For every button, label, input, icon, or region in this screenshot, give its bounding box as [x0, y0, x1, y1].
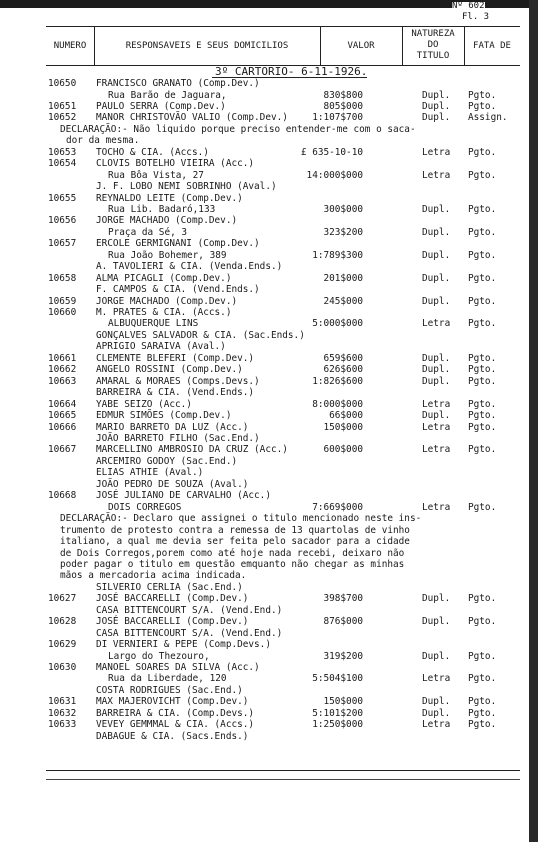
entry-status: Pgto. [468, 295, 497, 307]
entry-nature: Dupl. [422, 89, 451, 101]
entry-value: 1:789$300 [312, 249, 363, 261]
entry-nature: Dupl. [422, 249, 451, 261]
entry-value: 8:000$000 [312, 398, 363, 410]
entry-value: 323$200 [323, 226, 363, 238]
entry-line [0, 181, 529, 192]
header-natureza-1: NATUREZA [411, 29, 455, 39]
entry-text: M. PRATES & CIA. (Accs.) [96, 307, 232, 318]
entry-line [0, 422, 529, 433]
entry-text: VEVEY GEMMMAL & CIA. (Accs.) [96, 719, 255, 731]
entry-value: 805$000 [323, 100, 363, 112]
folio-number: Fl. 3 [462, 12, 490, 22]
entry-text: PAULO SERRA (Comp.Dev.) [96, 100, 226, 112]
entry-text: DECLARAÇÃO:- Declaro que assignei o titulo mencionado neste ins- [60, 513, 422, 525]
entry-text: JORGE MACHADO (Comp.Dev.) [96, 215, 238, 227]
entry-text: TOCHO & CIA. (Accs.) [96, 146, 209, 158]
entry-value: 201$000 [323, 272, 363, 284]
entry-line [0, 204, 529, 215]
entry-text: A. TAVOLIERI & CIA. (Venda.Ends.) [96, 261, 283, 273]
entry-line [0, 261, 529, 272]
entry-number: 10660 [48, 307, 77, 318]
entry-status: Pgto. [468, 100, 497, 112]
entry-nature: Dupl. [422, 295, 451, 307]
entry-nature: Letra [422, 673, 451, 685]
entry-line [0, 685, 529, 696]
entry-line [0, 307, 529, 318]
entry-line [0, 570, 529, 581]
entry-text: CASA BITTENCOURT S/A. (Vend.End.) [96, 604, 283, 616]
entry-line [0, 410, 529, 421]
entry-status: Pgto. [468, 89, 497, 101]
entry-value: 5:000$000 [312, 318, 363, 330]
entry-line [0, 616, 529, 627]
entry-line [0, 673, 529, 684]
entry-line [0, 479, 529, 490]
entry-line [0, 628, 529, 639]
header-numero: NUMERO [53, 41, 87, 51]
entry-nature: Letra [422, 398, 451, 410]
entry-number: 10663 [48, 375, 77, 387]
entry-number: 10631 [48, 696, 77, 708]
entry-number: 10662 [48, 364, 77, 376]
entry-line [0, 467, 529, 478]
entry-status: Pgto. [468, 318, 497, 330]
entry-value: 1:826$600 [312, 375, 363, 387]
entry-value: 1:107$700 [312, 112, 363, 124]
entry-line [0, 456, 529, 467]
entry-text: MARIO BARRETO DA LUZ (Acc.) [96, 421, 249, 433]
entry-value: 319$200 [323, 650, 363, 662]
entry-nature: Letra [422, 169, 451, 181]
entry-nature: Dupl. [422, 364, 451, 376]
entry-line [0, 273, 529, 284]
entry-nature: Letra [422, 318, 451, 330]
entry-nature: Dupl. [422, 375, 451, 387]
entry-value: 14:000$000 [306, 169, 363, 181]
entry-text: ELIAS ATHIE (Aval.) [96, 467, 204, 479]
entry-value: 626$600 [323, 364, 363, 376]
entry-number: 10668 [48, 490, 77, 502]
entry-number: 10656 [48, 215, 77, 227]
entry-text: italiano, a qual me devia ser feita pelo sacador para a cidade [60, 536, 410, 547]
entry-line [0, 559, 529, 570]
entry-text: APRIGIO SARAIVA (Aval.) [96, 341, 226, 353]
entry-text: EDMUR SIMÕES (Comp.Dev.) [96, 410, 232, 421]
entry-line [0, 376, 529, 387]
entry-nature: Letra [422, 719, 451, 731]
entry-value: 245$000 [323, 295, 363, 307]
entry-nature: Dupl. [422, 707, 451, 719]
entry-line [0, 147, 529, 158]
entry-text: mãos a mercadoria acima indicada. [60, 570, 247, 582]
entry-value: 398$700 [323, 593, 363, 605]
entry-text: JORGE MACHADO (Comp.Dev.) [96, 295, 238, 307]
entry-nature: Dupl. [422, 112, 451, 124]
header-fata: FATA DE [473, 41, 511, 51]
entry-line [0, 364, 529, 375]
entry-line [0, 215, 529, 226]
entry-line [0, 513, 529, 524]
entry-text: SILVERIO CERLIA (Sac.End.) [96, 581, 243, 593]
header-responsaveis: RESPONSAVEIS E SEUS DOMICILIOS [125, 41, 289, 51]
entry-text: DABAGUE & CIA. (Sacs.Ends.) [96, 730, 249, 742]
entry-text: ERCOLE GERMIGNANI (Comp.Dev.) [96, 238, 260, 250]
entry-line [0, 238, 529, 249]
entry-number: 10667 [48, 444, 77, 456]
entry-number: 10629 [48, 639, 77, 650]
entry-text: BARREIRA & CIA. (Comp.Devs.) [96, 707, 255, 719]
entry-status: Pgto. [468, 707, 497, 719]
entry-text: ARCEMIRO GODOY (Sac.End.) [96, 455, 238, 467]
entry-line [0, 284, 529, 295]
entry-line [0, 548, 529, 559]
entry-number: 10665 [48, 410, 77, 421]
entry-status: Pgto. [468, 719, 497, 731]
entry-line [0, 101, 529, 112]
entry-status: Pgto. [468, 650, 497, 662]
cartorio-date: 3º CARTORIO- 6-11-1926. [215, 65, 368, 78]
entry-line [0, 525, 529, 536]
entry-nature: Letra [422, 421, 451, 433]
entry-nature: Dupl. [422, 650, 451, 662]
entry-line [0, 227, 529, 238]
entry-line [0, 651, 529, 662]
entry-nature: Dupl. [422, 616, 451, 628]
entry-number: 10655 [48, 192, 77, 204]
entry-number: 10659 [48, 295, 77, 307]
page-number: Nº 602 [452, 1, 485, 11]
entry-line [0, 135, 529, 146]
entry-status: Pgto. [468, 444, 497, 456]
entry-nature: Dupl. [422, 203, 451, 215]
entry-status: Pgto. [468, 364, 497, 376]
entry-text: J. F. LOBO NEMI SOBRINHO (Aval.) [96, 181, 277, 193]
entry-status: Pgto. [468, 249, 497, 261]
entry-number: 10627 [48, 593, 77, 605]
entry-text: Rua Barão de Jaguara, [108, 89, 227, 101]
entry-status: Pgto. [468, 593, 497, 605]
entry-text: CASA BITTENCOURT S/A. (Vend.End.) [96, 627, 283, 639]
entry-text: COSTA RODRIGUES (Sac.End.) [96, 684, 243, 696]
entry-line [0, 433, 529, 444]
entry-nature: Letra [422, 501, 451, 513]
entry-text: F. CAMPOS & CIA. (Vend.Ends.) [96, 284, 260, 296]
entry-nature: Dupl. [422, 226, 451, 238]
entry-text: JOÃO BARRETO FILHO (Sac.End.) [96, 432, 260, 444]
entry-text: DI VERNIERI & PEPE (Comp.Devs.) [96, 639, 271, 650]
entry-number: 10657 [48, 238, 77, 250]
entry-value: 5:101$200 [312, 707, 363, 719]
entry-status: Pgto. [468, 398, 497, 410]
entry-text: Rua Lib. Badaró,133 [108, 203, 216, 215]
entry-text: JOÃO PEDRO DE SOUZA (Aval.) [96, 478, 249, 490]
entry-text: MANOEL SOARES DA SILVA (Acc.) [96, 661, 260, 673]
footer-rule-thin [46, 779, 520, 780]
entry-number: 10654 [48, 158, 77, 170]
entry-line [0, 731, 529, 742]
entry-line [0, 582, 529, 593]
entry-status: Pgto. [468, 146, 497, 158]
entry-text: AMARAL & MORAES (Comps.Devs.) [96, 375, 260, 387]
entry-number: 10661 [48, 352, 77, 364]
entry-line [0, 708, 529, 719]
entry-status: Pgto. [468, 375, 497, 387]
entry-status: Pgto. [468, 410, 497, 421]
entry-status: Pgto. [468, 673, 497, 685]
entry-status: Assign. [468, 112, 508, 124]
column-header [46, 26, 520, 66]
entry-text: ANGELO ROSSINI (Comp.Dev.) [96, 364, 243, 376]
entry-status: Pgto. [468, 352, 497, 364]
entry-value: 7:669$000 [312, 501, 363, 513]
entry-line [0, 158, 529, 169]
entry-text: MANOR CHRISTOVÃO VALIO (Comp.Dev.) [96, 112, 288, 124]
entry-line [0, 250, 529, 261]
entry-line [0, 399, 529, 410]
entry-nature: Dupl. [422, 410, 451, 421]
entry-text: ALBUQUERQUE LINS [108, 318, 199, 330]
header-valor: VALOR [347, 41, 375, 51]
entry-line [0, 124, 529, 135]
entry-value: £ 635-10-10 [300, 146, 363, 158]
entry-line [0, 719, 529, 730]
entry-nature: Dupl. [422, 593, 451, 605]
entry-value: 659$600 [323, 352, 363, 364]
entry-text: de Dois Corregos,porem como até hoje nada recebi, deixaro não [60, 547, 405, 559]
entry-status: Pgto. [468, 696, 497, 708]
entry-line [0, 330, 529, 341]
entry-text: JOSÉ BACCARELLI (Comp.Dev.) [96, 616, 249, 628]
entry-value: 1:250$000 [312, 719, 363, 731]
entry-number: 10658 [48, 272, 77, 284]
entry-line [0, 444, 529, 455]
entry-line [0, 78, 529, 89]
entry-text: DOIS CORREGOS [108, 501, 182, 513]
entry-text: Rua da Liberdade, 120 [108, 673, 227, 685]
scan-edge-right [529, 0, 538, 842]
entry-value: 600$000 [323, 444, 363, 456]
entry-line [0, 490, 529, 501]
entry-line [0, 296, 529, 307]
entry-line [0, 90, 529, 101]
entry-line [0, 318, 529, 329]
entry-line [0, 639, 529, 650]
entry-text: REYNALDO LEITE (Comp.Dev.) [96, 192, 243, 204]
entry-number: 10633 [48, 719, 77, 731]
entry-status: Pgto. [468, 616, 497, 628]
header-natureza-3: TITULO [416, 51, 450, 61]
entry-value: 876$000 [323, 616, 363, 628]
entry-nature: Letra [422, 444, 451, 456]
entry-nature: Dupl. [422, 272, 451, 284]
entry-line [0, 662, 529, 673]
entry-text: Rua Bôa Vista, 27 [108, 169, 204, 181]
entry-line [0, 536, 529, 547]
entry-nature: Letra [422, 146, 451, 158]
footer-rule [46, 770, 520, 771]
entry-number: 10650 [48, 78, 77, 89]
header-natureza-2: DO [427, 40, 439, 50]
entry-line [0, 605, 529, 616]
entry-text: Praça da Sé, 3 [108, 226, 188, 238]
entry-text: dor da mesma. [66, 135, 140, 147]
entry-line [0, 593, 529, 604]
entry-line [0, 170, 529, 181]
entry-number: 10651 [48, 100, 77, 112]
entry-line [0, 353, 529, 364]
entry-text: poder pagar o titulo em questão emquanto não chegar as minhas [60, 558, 405, 570]
entry-status: Pgto. [468, 272, 497, 284]
entry-value: 300$000 [323, 203, 363, 215]
entry-number: 10652 [48, 112, 77, 124]
entry-text: YABE SEIZO (Acc.) [96, 398, 192, 410]
entry-status: Pgto. [468, 501, 497, 513]
entry-text: CLOVIS BOTELHO VIEIRA (Acc.) [96, 158, 255, 170]
entry-number: 10664 [48, 398, 77, 410]
entry-nature: Dupl. [422, 696, 451, 708]
entry-text: FRANCISCO GRANATO (Comp.Dev.) [96, 78, 260, 89]
entry-line [0, 341, 529, 352]
entry-text: JOSÉ BACCARELLI (Comp.Dev.) [96, 593, 249, 605]
entry-line [0, 502, 529, 513]
entry-text: BARREIRA & CIA. (Vend.Ends.) [96, 387, 255, 399]
entry-line [0, 112, 529, 123]
entry-text: Rua João Bohemer, 389 [108, 249, 227, 261]
entry-value: 150$000 [323, 421, 363, 433]
entry-nature: Dupl. [422, 352, 451, 364]
entry-text: CLEMENTE BLEFERI (Comp.Dev.) [96, 352, 255, 364]
entry-text: trumento de protesto contra a remessa de 13 quartolas de vinho [60, 524, 410, 536]
entry-line [0, 387, 529, 398]
entry-text: MARCELLINO AMBROSIO DA CRUZ (Acc.) [96, 444, 288, 456]
entry-number: 10628 [48, 616, 77, 628]
entry-text: MAX MAJEROVICHT (Comp.Dev.) [96, 696, 249, 708]
entry-number: 10666 [48, 421, 77, 433]
entry-nature: Dupl. [422, 100, 451, 112]
entry-text: Largo do Thezouro, [108, 650, 210, 662]
entry-status: Pgto. [468, 421, 497, 433]
entry-value: 150$000 [323, 696, 363, 708]
entry-status: Pgto. [468, 203, 497, 215]
entry-number: 10653 [48, 146, 77, 158]
entry-text: GONÇALVES SALVADOR & CIA. (Sac.Ends.) [96, 329, 305, 341]
entry-text: JOSÉ JULIANO DE CARVALHO (Acc.) [96, 490, 271, 502]
entry-number: 10630 [48, 661, 77, 673]
entry-line [0, 696, 529, 707]
entry-value: 66$000 [329, 410, 363, 421]
entry-text: DECLARAÇÃO:- Não liquido porque preciso entender-me com o saca- [60, 123, 416, 135]
entry-status: Pgto. [468, 169, 497, 181]
entry-line [0, 193, 529, 204]
entry-text: ALMA PICAGLI (Comp.Dev.) [96, 272, 232, 284]
entry-value: 5:504$100 [312, 673, 363, 685]
entry-status: Pgto. [468, 226, 497, 238]
entry-value: 830$800 [323, 89, 363, 101]
entry-number: 10632 [48, 707, 77, 719]
